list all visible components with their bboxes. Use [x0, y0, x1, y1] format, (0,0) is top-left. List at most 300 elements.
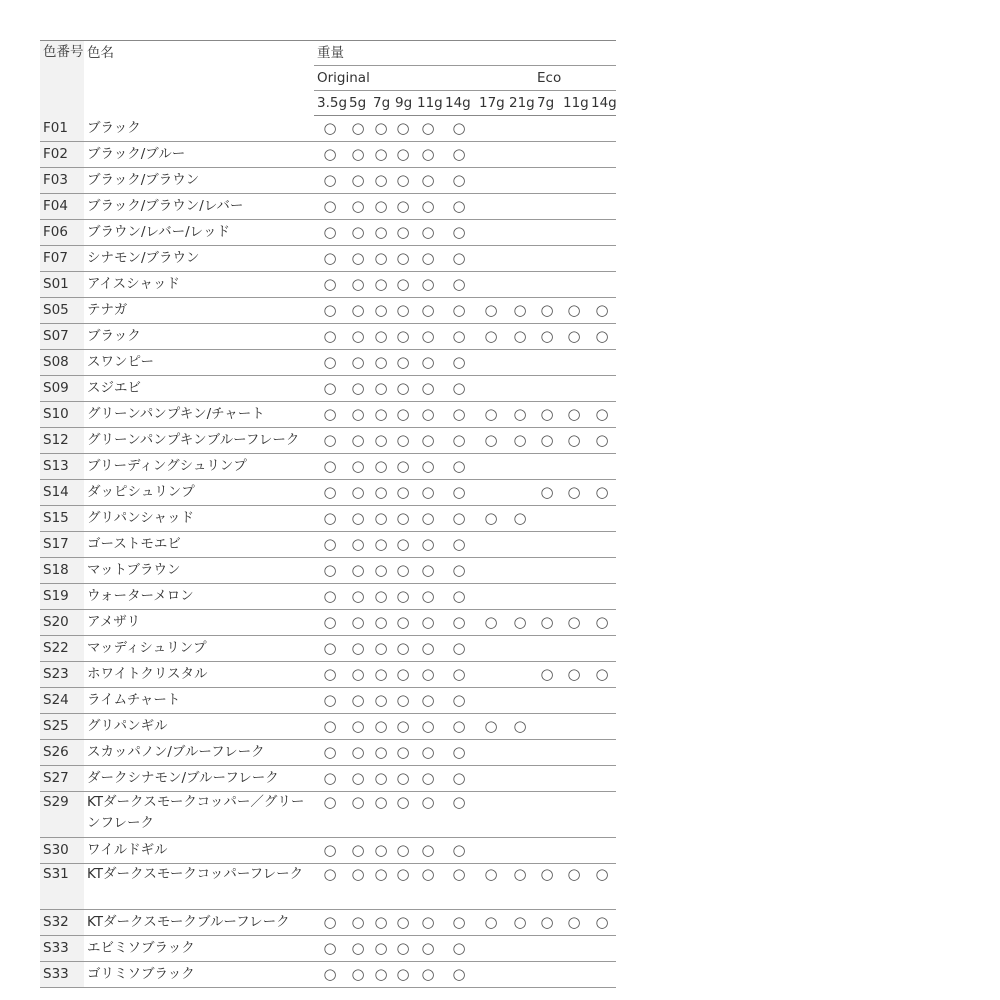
availability-cell: [370, 936, 392, 962]
availability-cell: [442, 962, 476, 988]
availability-cell: [534, 480, 560, 506]
availability-cell: [476, 116, 506, 142]
availability-cell: [560, 766, 588, 792]
available-mark: ○: [396, 275, 410, 293]
availability-cell: [534, 350, 560, 376]
available-mark: ○: [396, 379, 410, 397]
availability-cell: [560, 324, 588, 350]
table-row: [40, 910, 616, 936]
availability-cell: [392, 688, 414, 714]
availability-cell: [392, 402, 414, 428]
availability-cell: [346, 910, 370, 936]
color-name-cell: テナガ: [84, 298, 314, 324]
availability-cell: [346, 584, 370, 610]
table-row: [40, 324, 616, 350]
availability-cell: [534, 298, 560, 324]
available-mark: ○: [396, 197, 410, 215]
available-mark: ○: [484, 327, 498, 345]
available-mark: ○: [323, 939, 337, 957]
availability-cell: [534, 636, 560, 662]
color-name-cell: ブラック/ブルー: [84, 142, 314, 168]
color-name-cell: マットブラウン: [84, 558, 314, 584]
availability-cell: [560, 428, 588, 454]
available-mark: ○: [452, 483, 466, 501]
availability-cell: [392, 506, 414, 532]
availability-cell: [534, 272, 560, 298]
availability-cell: [392, 532, 414, 558]
available-mark: ○: [323, 793, 337, 811]
color-code-header-label: 色番号: [43, 44, 84, 60]
availability-cell: [588, 962, 616, 988]
availability-cell: [588, 246, 616, 272]
availability-cell: [476, 402, 506, 428]
color-name-cell: KTダークスモークブルーフレーク: [84, 910, 314, 936]
group-eco-header: [534, 66, 616, 91]
availability-cell: [392, 636, 414, 662]
available-mark: ○: [374, 965, 388, 983]
available-mark: ○: [595, 913, 609, 931]
available-mark: ○: [374, 327, 388, 345]
color-name-cell: グリパンギル: [84, 714, 314, 740]
available-mark: ○: [540, 865, 554, 883]
availability-cell: [414, 662, 442, 688]
available-mark: ○: [374, 743, 388, 761]
color-name-cell: ブリーディングシュリンプ: [84, 454, 314, 480]
available-mark: ○: [374, 913, 388, 931]
availability-cell: [414, 558, 442, 584]
availability-cell: [506, 792, 534, 838]
available-mark: ○: [452, 665, 466, 683]
table-row: [40, 864, 616, 910]
available-mark: ○: [374, 769, 388, 787]
available-mark: ○: [421, 865, 435, 883]
availability-cell: [370, 220, 392, 246]
available-mark: ○: [323, 249, 337, 267]
availability-cell: [476, 142, 506, 168]
availability-cell: [560, 454, 588, 480]
available-mark: ○: [374, 249, 388, 267]
available-mark: ○: [421, 769, 435, 787]
availability-cell: [476, 272, 506, 298]
available-mark: ○: [421, 587, 435, 605]
available-mark: ○: [396, 431, 410, 449]
availability-cell: [560, 532, 588, 558]
available-mark: ○: [351, 327, 365, 345]
color-code-cell: S19: [40, 584, 84, 610]
availability-cell: [346, 220, 370, 246]
available-mark: ○: [421, 691, 435, 709]
available-mark: ○: [396, 639, 410, 657]
color-name-cell: ゴーストモエビ: [84, 532, 314, 558]
availability-cell: [588, 662, 616, 688]
weight-column-header: 14g: [442, 91, 476, 116]
color-name-cell: スカッパノン/ブルーフレーク: [84, 740, 314, 766]
availability-cell: [534, 714, 560, 740]
availability-cell: [414, 220, 442, 246]
available-mark: ○: [452, 197, 466, 215]
availability-cell: [414, 610, 442, 636]
availability-cell: [392, 168, 414, 194]
available-mark: ○: [452, 743, 466, 761]
availability-cell: [370, 740, 392, 766]
table-row: [40, 662, 616, 688]
available-mark: ○: [374, 717, 388, 735]
available-mark: ○: [452, 717, 466, 735]
color-code-cell: S25: [40, 714, 84, 740]
availability-cell: [442, 220, 476, 246]
availability-cell: [392, 766, 414, 792]
table-row: [40, 506, 616, 532]
color-code-cell: F03: [40, 168, 84, 194]
availability-cell: [314, 220, 346, 246]
availability-cell: [314, 610, 346, 636]
color-name-cell: ライムチャート: [84, 688, 314, 714]
availability-cell: [506, 962, 534, 988]
availability-cell: [370, 454, 392, 480]
availability-cell: [506, 376, 534, 402]
availability-cell: [476, 838, 506, 864]
available-mark: ○: [323, 353, 337, 371]
color-name-cell: アメザリ: [84, 610, 314, 636]
available-mark: ○: [540, 327, 554, 345]
availability-cell: [442, 324, 476, 350]
available-mark: ○: [484, 613, 498, 631]
available-mark: ○: [452, 431, 466, 449]
table-row: [40, 962, 616, 988]
color-code-cell: S33: [40, 962, 84, 988]
available-mark: ○: [513, 405, 527, 423]
availability-cell: [442, 864, 476, 910]
available-mark: ○: [396, 327, 410, 345]
color-code-cell: S18: [40, 558, 84, 584]
available-mark: ○: [323, 431, 337, 449]
availability-cell: [392, 610, 414, 636]
availability-cell: [476, 532, 506, 558]
table-row: [40, 428, 616, 454]
available-mark: ○: [484, 865, 498, 883]
availability-cell: [506, 740, 534, 766]
availability-cell: [314, 298, 346, 324]
availability-cell: [392, 864, 414, 910]
availability-cell: [314, 584, 346, 610]
available-mark: ○: [351, 587, 365, 605]
availability-cell: [506, 610, 534, 636]
available-mark: ○: [452, 793, 466, 811]
available-mark: ○: [595, 431, 609, 449]
available-mark: ○: [323, 197, 337, 215]
available-mark: ○: [452, 119, 466, 137]
availability-cell: [314, 740, 346, 766]
available-mark: ○: [513, 865, 527, 883]
availability-cell: [534, 168, 560, 194]
available-mark: ○: [452, 457, 466, 475]
available-mark: ○: [351, 301, 365, 319]
available-mark: ○: [351, 535, 365, 553]
availability-cell: [588, 324, 616, 350]
table-row: [40, 610, 616, 636]
available-mark: ○: [421, 913, 435, 931]
availability-cell: [392, 220, 414, 246]
available-mark: ○: [351, 965, 365, 983]
availability-cell: [588, 220, 616, 246]
availability-cell: [370, 194, 392, 220]
available-mark: ○: [323, 965, 337, 983]
color-name-cell: ダッピシュリンプ: [84, 480, 314, 506]
table-row: [40, 220, 616, 246]
availability-cell: [588, 688, 616, 714]
availability-cell: [414, 402, 442, 428]
availability-cell: [476, 376, 506, 402]
availability-cell: [442, 272, 476, 298]
available-mark: ○: [452, 613, 466, 631]
availability-cell: [370, 298, 392, 324]
availability-cell: [392, 558, 414, 584]
availability-cell: [346, 962, 370, 988]
availability-cell: [588, 272, 616, 298]
available-mark: ○: [374, 197, 388, 215]
availability-cell: [346, 324, 370, 350]
color-code-cell: S32: [40, 910, 84, 936]
availability-cell: [414, 910, 442, 936]
availability-cell: [370, 838, 392, 864]
availability-cell: [560, 838, 588, 864]
availability-cell: [534, 246, 560, 272]
availability-cell: [476, 350, 506, 376]
availability-cell: [560, 962, 588, 988]
availability-cell: [506, 506, 534, 532]
color-code-cell: F02: [40, 142, 84, 168]
availability-cell: [534, 662, 560, 688]
available-mark: ○: [452, 535, 466, 553]
availability-cell: [506, 936, 534, 962]
availability-cell: [560, 792, 588, 838]
color-code-cell: F07: [40, 246, 84, 272]
availability-cell: [506, 864, 534, 910]
availability-cell: [588, 714, 616, 740]
availability-cell: [476, 246, 506, 272]
availability-cell: [414, 324, 442, 350]
availability-cell: [442, 376, 476, 402]
availability-cell: [314, 936, 346, 962]
available-mark: ○: [374, 939, 388, 957]
availability-cell: [392, 962, 414, 988]
available-mark: ○: [374, 431, 388, 449]
group-original-header: [314, 66, 534, 91]
availability-cell: [560, 910, 588, 936]
available-mark: ○: [351, 431, 365, 449]
available-mark: ○: [452, 913, 466, 931]
table-row: [40, 168, 616, 194]
color-code-cell: S29: [40, 792, 84, 838]
availability-cell: [506, 714, 534, 740]
color-name-cell: ウォーターメロン: [84, 584, 314, 610]
availability-cell: [506, 910, 534, 936]
availability-cell: [442, 532, 476, 558]
availability-cell: [560, 220, 588, 246]
availability-cell: [476, 298, 506, 324]
available-mark: ○: [351, 865, 365, 883]
availability-cell: [346, 246, 370, 272]
table-row: [40, 714, 616, 740]
available-mark: ○: [567, 301, 581, 319]
availability-cell: [442, 766, 476, 792]
weight-header: [314, 41, 616, 66]
available-mark: ○: [484, 431, 498, 449]
availability-cell: [534, 766, 560, 792]
availability-cell: [414, 688, 442, 714]
availability-cell: [314, 688, 346, 714]
available-mark: ○: [374, 561, 388, 579]
availability-cell: [476, 792, 506, 838]
available-mark: ○: [540, 431, 554, 449]
availability-cell: [588, 428, 616, 454]
available-mark: ○: [323, 717, 337, 735]
availability-cell: [442, 506, 476, 532]
availability-cell: [314, 714, 346, 740]
availability-cell: [370, 636, 392, 662]
available-mark: ○: [513, 613, 527, 631]
availability-cell: [506, 532, 534, 558]
available-mark: ○: [351, 561, 365, 579]
available-mark: ○: [421, 405, 435, 423]
table-row: [40, 246, 616, 272]
availability-cell: [534, 454, 560, 480]
availability-cell: [476, 194, 506, 220]
color-code-cell: F01: [40, 116, 84, 142]
availability-cell: [370, 584, 392, 610]
availability-cell: [560, 168, 588, 194]
availability-cell: [534, 838, 560, 864]
available-mark: ○: [452, 639, 466, 657]
table-row: [40, 298, 616, 324]
availability-cell: [534, 864, 560, 910]
availability-cell: [534, 376, 560, 402]
availability-cell: [476, 766, 506, 792]
color-name-cell: グリーンパンプキンブルーフレーク: [84, 428, 314, 454]
availability-cell: [506, 662, 534, 688]
available-mark: ○: [396, 509, 410, 527]
available-mark: ○: [351, 939, 365, 957]
color-code-cell: S17: [40, 532, 84, 558]
color-name-cell: KTダークスモークコッパー／グリーンフレーク: [84, 792, 314, 838]
availability-cell: [442, 246, 476, 272]
availability-cell: [588, 142, 616, 168]
color-name-cell: アイスシャッド: [84, 272, 314, 298]
availability-cell: [392, 350, 414, 376]
available-mark: ○: [452, 691, 466, 709]
available-mark: ○: [421, 457, 435, 475]
availability-cell: [506, 480, 534, 506]
available-mark: ○: [396, 457, 410, 475]
available-mark: ○: [595, 301, 609, 319]
availability-cell: [588, 376, 616, 402]
available-mark: ○: [567, 913, 581, 931]
availability-cell: [414, 298, 442, 324]
availability-cell: [346, 168, 370, 194]
color-code-cell: S13: [40, 454, 84, 480]
available-mark: ○: [351, 717, 365, 735]
availability-cell: [414, 792, 442, 838]
availability-cell: [414, 428, 442, 454]
color-code-cell: S33: [40, 936, 84, 962]
availability-cell: [346, 116, 370, 142]
availability-cell: [560, 402, 588, 428]
availability-cell: [476, 936, 506, 962]
available-mark: ○: [396, 939, 410, 957]
availability-cell: [442, 936, 476, 962]
availability-cell: [476, 220, 506, 246]
availability-cell: [346, 864, 370, 910]
availability-cell: [346, 792, 370, 838]
availability-cell: [314, 636, 346, 662]
available-mark: ○: [421, 561, 435, 579]
availability-cell: [346, 454, 370, 480]
available-mark: ○: [396, 665, 410, 683]
availability-cell: [392, 936, 414, 962]
availability-cell: [392, 194, 414, 220]
color-code-cell: S10: [40, 402, 84, 428]
availability-cell: [534, 116, 560, 142]
group-eco-label: Eco: [537, 70, 562, 86]
group-original-label: Original: [317, 70, 370, 86]
availability-cell: [370, 766, 392, 792]
available-mark: ○: [374, 379, 388, 397]
availability-cell: [346, 532, 370, 558]
available-mark: ○: [484, 509, 498, 527]
availability-cell: [560, 194, 588, 220]
available-mark: ○: [540, 483, 554, 501]
availability-cell: [414, 636, 442, 662]
availability-cell: [314, 532, 346, 558]
availability-cell: [442, 454, 476, 480]
availability-cell: [534, 402, 560, 428]
available-mark: ○: [396, 561, 410, 579]
availability-cell: [346, 480, 370, 506]
availability-cell: [588, 532, 616, 558]
availability-cell: [392, 428, 414, 454]
availability-cell: [560, 936, 588, 962]
available-mark: ○: [323, 223, 337, 241]
table-row: [40, 584, 616, 610]
availability-cell: [346, 636, 370, 662]
availability-cell: [392, 714, 414, 740]
available-mark: ○: [351, 145, 365, 163]
available-mark: ○: [323, 561, 337, 579]
available-mark: ○: [351, 691, 365, 709]
available-mark: ○: [323, 509, 337, 527]
availability-cell: [414, 142, 442, 168]
availability-cell: [476, 714, 506, 740]
availability-cell: [506, 142, 534, 168]
available-mark: ○: [374, 793, 388, 811]
availability-cell: [314, 428, 346, 454]
availability-cell: [414, 454, 442, 480]
availability-cell: [346, 714, 370, 740]
availability-cell: [392, 662, 414, 688]
availability-cell: [506, 168, 534, 194]
available-mark: ○: [567, 665, 581, 683]
availability-cell: [534, 506, 560, 532]
availability-cell: [560, 636, 588, 662]
available-mark: ○: [351, 405, 365, 423]
availability-cell: [392, 480, 414, 506]
available-mark: ○: [374, 119, 388, 137]
table-row: [40, 688, 616, 714]
availability-cell: [560, 740, 588, 766]
available-mark: ○: [452, 171, 466, 189]
availability-cell: [588, 910, 616, 936]
available-mark: ○: [452, 353, 466, 371]
